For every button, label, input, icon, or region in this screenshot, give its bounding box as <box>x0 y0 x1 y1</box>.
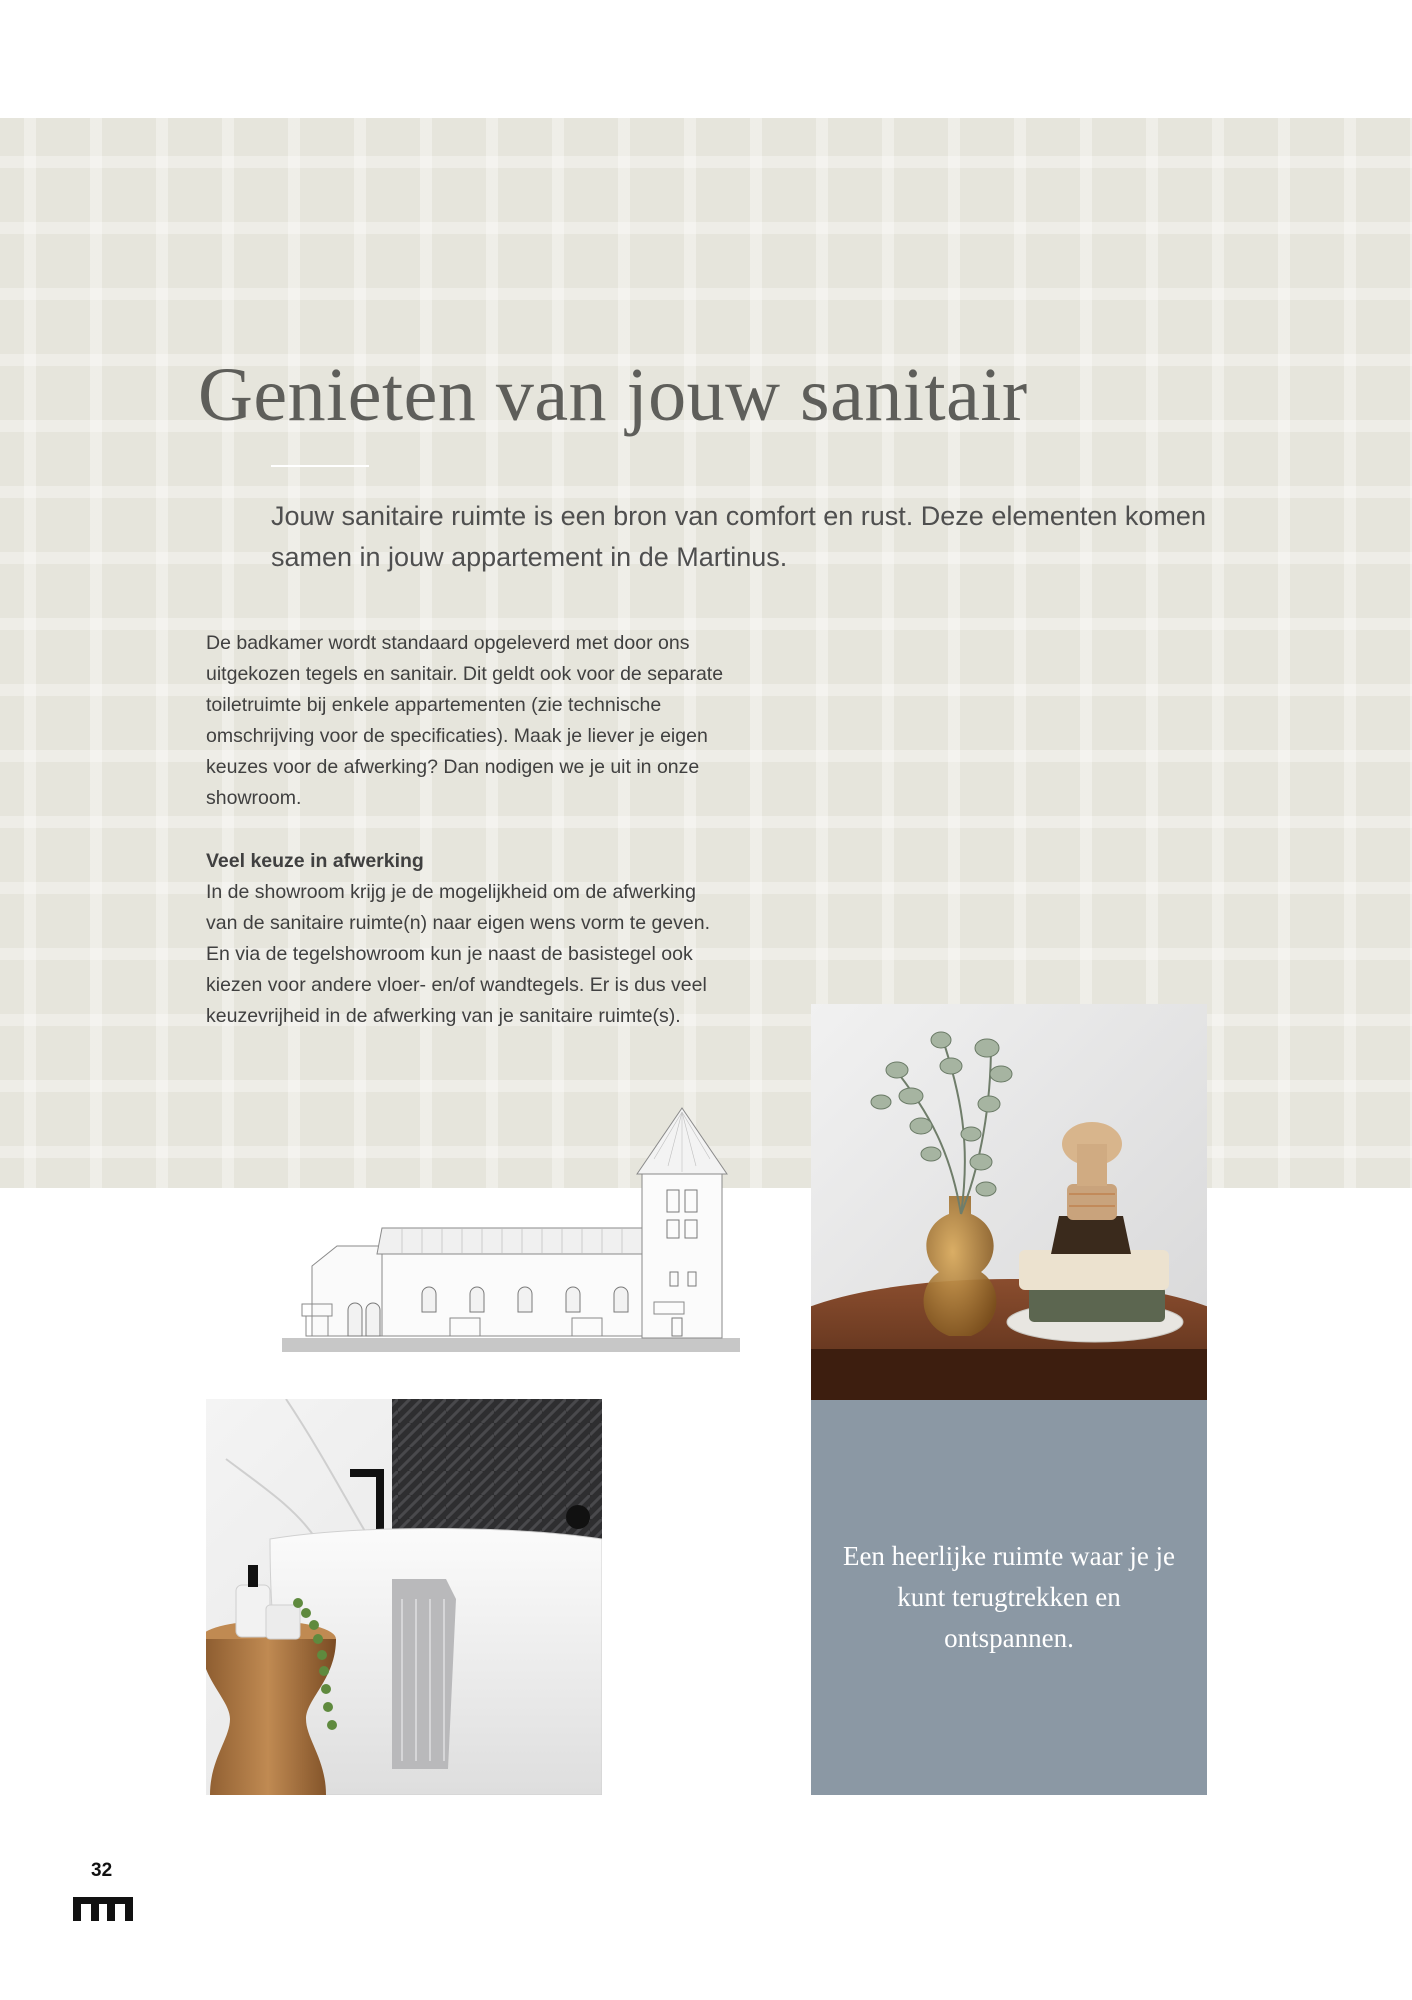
page-number: 32 <box>91 1860 113 1881</box>
title-divider <box>271 465 369 467</box>
church-elevation-drawing <box>282 1104 740 1356</box>
page-title: Genieten van jouw sanitair <box>198 353 1028 437</box>
brand-logo <box>73 1897 133 1921</box>
body-paragraph-2: In de showroom krijg je de mogelijkheid om de afwerking van de sanitaire ruimte(n) naar eigen wens vorm te geven. En via de tegelshowroom kun je naast de basistegel ook kiezen voor andere vloer- en/of wandtegels. Er is dus veel keuzevrijheid in de afwerking van je sanitaire ruimte(s). <box>206 881 711 1027</box>
quote-text: Een heerlijke ruimte waar je je kunt terugtrekken en ontspannen. <box>842 1541 1176 1653</box>
bathtub-photo <box>206 1399 602 1795</box>
body-paragraph-1: De badkamer wordt standaard opgeleverd met door ons uitgekozen tegels en sanitair. Dit geldt ook voor de separate toiletruimte bij enkele appartementen (zie technische omschrijving voor de specificaties). Maak je liever je eigen keuzes voor de afwerking? Dan nodigen we je uit in onze showroom. <box>206 632 724 809</box>
vase-brush-photo <box>811 1004 1207 1400</box>
section-finishing <box>206 846 726 1032</box>
intro-text: Jouw sanitaire ruimte is een bron van comfort en rust. Deze elementen komen samen in jouw appartement in de Martinus. <box>271 501 1206 572</box>
section-heading: Veel keuze in afwerking <box>206 850 424 872</box>
quote-panel <box>811 1400 1207 1795</box>
